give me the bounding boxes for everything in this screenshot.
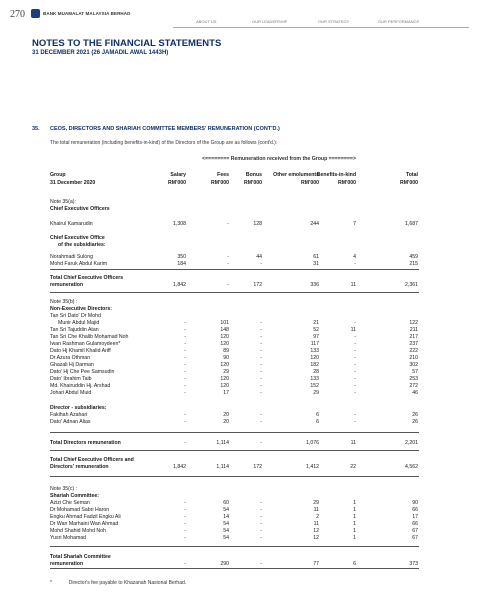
table-divider [50, 546, 419, 547]
page-title: NOTES TO THE FINANCIAL STATEMENTS [32, 38, 222, 49]
table-cell: 237 [409, 341, 418, 347]
table-cell: 11 [313, 521, 319, 527]
row-label: Khairul Kamarudin [50, 221, 93, 227]
table-cell: 20 [223, 419, 229, 425]
table-cell: 6 [316, 419, 319, 425]
table-cell: 253 [409, 376, 418, 382]
table-cell: - [260, 383, 262, 389]
table-cell: 117 [310, 341, 319, 347]
table-cell: 120 [220, 334, 229, 340]
table-divider [50, 450, 419, 451]
nav-our-leadership[interactable]: OUR LEADERSHIP [252, 19, 288, 24]
table-cell: 211 [409, 327, 418, 333]
table-cell: - [260, 341, 262, 347]
table-cell: 29 [223, 369, 229, 375]
table-cell: 89 [223, 348, 229, 354]
row-label: Norahmadi Sulong [50, 254, 93, 260]
header-cell: Group [50, 172, 66, 178]
row-label: Total Chief Executive Officers [50, 275, 124, 281]
row-label: Azizi Che Seman [50, 500, 90, 506]
table-cell: 4 [353, 254, 356, 260]
table-cell: - [260, 412, 262, 418]
page-number: 270 [10, 9, 25, 20]
table-cell: - [184, 320, 186, 326]
row-label: Tan Sri Dato' Dr Mohd [50, 313, 101, 319]
remuneration-band-header: <======== Remuneration received from the Group ========> [202, 156, 356, 162]
table-cell: - [260, 362, 262, 368]
table-cell: 11 [313, 507, 319, 513]
table-cell: 350 [177, 254, 186, 260]
row-label: Fakihah Azahari [50, 412, 88, 418]
table-cell: 54 [223, 521, 229, 527]
table-cell: 97 [313, 334, 319, 340]
table-cell: 4,562 [405, 464, 418, 470]
table-cell: 57 [412, 369, 418, 375]
table-cell: 1 [353, 535, 356, 541]
table-cell: - [184, 327, 186, 333]
table-cell: - [354, 376, 356, 382]
row-label: Engku Ahmad Fadzil Engku Ali [50, 514, 121, 520]
row-label: remuneration [50, 561, 84, 567]
row-label: Dato' Hj Che Pee Samsudin [50, 369, 115, 375]
row-label: Note 35(b) : [50, 299, 78, 305]
header-divider [173, 27, 469, 28]
table-cell: 17 [223, 390, 229, 396]
table-cell: - [260, 440, 262, 446]
table-cell: - [260, 376, 262, 382]
table-cell: 172 [253, 282, 262, 288]
table-cell: 17 [412, 514, 418, 520]
table-cell: - [184, 419, 186, 425]
table-cell: 90 [412, 500, 418, 506]
table-cell: 90 [223, 355, 229, 361]
table-cell: 222 [409, 348, 418, 354]
table-cell: 26 [412, 419, 418, 425]
table-cell: - [354, 390, 356, 396]
header-cell: Other emoluments [273, 172, 319, 178]
company-name: BANK MUAMALAT MALAYSIA BERHAD [43, 11, 131, 16]
row-label: of the subsidiaries: [58, 242, 106, 248]
row-label: Chief Executive Office [50, 235, 105, 241]
header-cell: RM'000 [244, 180, 262, 186]
table-cell: 210 [409, 355, 418, 361]
table-cell: 217 [409, 334, 418, 340]
table-cell: 22 [350, 464, 356, 470]
nav-our-performance[interactable]: OUR PERFORMANCE [378, 19, 420, 24]
table-cell: - [260, 500, 262, 506]
table-cell: 1,114 [216, 464, 229, 470]
table-cell: - [227, 221, 229, 227]
table-cell: 29 [313, 390, 319, 396]
table-cell: 336 [310, 282, 319, 288]
table-cell: 244 [310, 221, 319, 227]
row-label: Iwan Rashman Gulamoydeen* [50, 341, 121, 347]
section-intro: The total remuneration (including benefits-in-kind) of the Directors of the Group are as follows (cont'd.): [50, 140, 278, 146]
row-label: remuneration [50, 282, 84, 288]
section-title: CEOS, DIRECTORS AND SHARIAH COMMITTEE MEMBERS' REMUNERATION (CONT'D.) [50, 126, 280, 132]
row-label: Johari Abdul Muid [50, 390, 92, 396]
row-label: Directors' remuneration [50, 464, 109, 470]
table-cell: 1 [353, 521, 356, 527]
table-cell: - [354, 348, 356, 354]
table-cell: 120 [220, 383, 229, 389]
table-divider [50, 476, 419, 477]
table-cell: - [184, 514, 186, 520]
table-cell: - [354, 355, 356, 361]
table-cell: - [184, 390, 186, 396]
page-subtitle: 31 DECEMBER 2021 (26 JAMADIL AWAL 1443H) [32, 50, 169, 56]
header-cell: 31 December 2020 [50, 180, 96, 186]
table-cell: 128 [253, 221, 262, 227]
table-cell: - [260, 521, 262, 527]
table-divider [50, 568, 419, 569]
table-cell: - [354, 383, 356, 389]
table-cell: 1 [353, 500, 356, 506]
table-cell: 61 [313, 254, 319, 260]
row-label: Dato Hj Khamil Khalid Ariff [50, 348, 111, 354]
table-cell: 54 [223, 507, 229, 513]
table-cell: - [260, 561, 262, 567]
table-cell: 272 [409, 383, 418, 389]
row-label: Dr Wan Marhaini Wan Ahmad [50, 521, 119, 527]
table-cell: 54 [223, 535, 229, 541]
table-cell: - [260, 355, 262, 361]
table-cell: - [184, 500, 186, 506]
row-label: Total Chief Executive Officers and [50, 457, 134, 463]
table-divider [50, 292, 419, 293]
table-cell: - [354, 261, 356, 267]
table-cell: 120 [220, 376, 229, 382]
table-cell: 67 [412, 528, 418, 534]
table-cell: - [354, 362, 356, 368]
table-cell: - [227, 261, 229, 267]
table-cell: 172 [253, 464, 262, 470]
table-cell: 133 [310, 348, 319, 354]
header-cell: Bonus [245, 172, 262, 178]
table-cell: 2 [316, 514, 319, 520]
table-cell: 54 [223, 528, 229, 534]
table-cell: - [260, 320, 262, 326]
row-label: Dato' Adnan Alias [50, 419, 91, 425]
table-cell: 133 [310, 376, 319, 382]
table-cell: - [260, 348, 262, 354]
footnote [50, 580, 186, 586]
row-label: Dr Mohamad Sabri Haron [50, 507, 110, 513]
table-cell: 6 [316, 412, 319, 418]
table-cell: 1 [353, 528, 356, 534]
page-header [0, 0, 480, 30]
table-cell: 7 [353, 221, 356, 227]
table-cell: 373 [409, 561, 418, 567]
table-cell: - [260, 261, 262, 267]
table-cell: 67 [412, 535, 418, 541]
header-cell: RM'000 [301, 180, 319, 186]
table-cell: 1,842 [173, 464, 186, 470]
row-label: Shariah Committee: [50, 493, 100, 499]
table-cell: 20 [223, 412, 229, 418]
row-label: Dr Azura Othman [50, 355, 91, 361]
table-cell: - [184, 383, 186, 389]
table-cell: - [354, 334, 356, 340]
row-label: Munir Abdul Majid [58, 320, 100, 326]
table-cell: - [184, 348, 186, 354]
header-cell: Total [405, 172, 418, 178]
row-label: Chief Executive Officers [50, 206, 110, 212]
table-cell: 44 [256, 254, 262, 260]
table-cell: - [354, 369, 356, 375]
table-cell: 1,842 [173, 282, 186, 288]
table-cell: 46 [412, 390, 418, 396]
table-cell: 120 [310, 355, 319, 361]
table-cell: - [184, 369, 186, 375]
table-cell: 2,361 [405, 282, 418, 288]
row-label: Total Directors remuneration [50, 440, 121, 446]
table-cell: - [354, 341, 356, 347]
header-cell: Fees [217, 172, 229, 178]
table-cell: 60 [223, 500, 229, 506]
row-label: Md. Khairuddin Hj. Arshad [50, 383, 111, 389]
table-cell: - [354, 419, 356, 425]
table-cell: 11 [350, 440, 356, 446]
table-cell: 184 [177, 261, 186, 267]
table-divider [50, 269, 419, 270]
table-cell: - [184, 355, 186, 361]
table-cell: 66 [412, 521, 418, 527]
row-label: Yusri Mohamad [50, 535, 87, 541]
header-cell: RM'000 [338, 180, 356, 186]
header-cell: RM'000 [400, 180, 418, 186]
row-label: Tan Sri Tajuddin Atan [50, 327, 99, 333]
section-number: 35. [32, 126, 40, 132]
row-label: Note 35(c) : [50, 486, 78, 492]
table-cell: - [260, 369, 262, 375]
header-cell: Salary [170, 172, 186, 178]
row-label: Total Shariah Committee [50, 554, 111, 560]
row-label: Mohd Shahid Mohd Noh [50, 528, 106, 534]
table-cell: 1 [353, 507, 356, 513]
table-cell: - [354, 320, 356, 326]
table-cell: - [227, 254, 229, 260]
table-cell: 1 [353, 514, 356, 520]
row-label: Note 35(a): [50, 199, 76, 205]
bank-logo-icon [31, 9, 40, 18]
table-cell: - [184, 535, 186, 541]
table-cell: 122 [409, 320, 418, 326]
table-cell: - [184, 341, 186, 347]
header-cell: RM'000 [168, 180, 186, 186]
table-cell: 12 [313, 535, 319, 541]
table-cell: 101 [220, 320, 229, 326]
table-cell: 1,687 [405, 221, 418, 227]
table-divider [50, 432, 419, 433]
table-cell: 77 [313, 561, 319, 567]
table-cell: 1,114 [216, 440, 229, 446]
table-cell: 66 [412, 507, 418, 513]
table-cell: 1,076 [306, 440, 319, 446]
table-cell: - [260, 514, 262, 520]
table-cell: 152 [310, 383, 319, 389]
table-cell: 29 [313, 500, 319, 506]
row-label: Tan Sri Che Khalib Mohamad Noh [50, 334, 129, 340]
table-cell: 302 [409, 362, 418, 368]
table-cell: 2,201 [405, 440, 418, 446]
table-cell: 120 [220, 341, 229, 347]
table-cell: 1,308 [173, 221, 186, 227]
table-cell: 21 [313, 320, 319, 326]
row-label: Dato' Ibrahim Taib [50, 376, 92, 382]
table-cell: - [184, 528, 186, 534]
header-cell: Benefits-in-kind [316, 172, 356, 178]
table-cell: - [260, 327, 262, 333]
table-cell: 215 [409, 261, 418, 267]
row-label: Ghazali Hj Darman [50, 362, 94, 368]
table-cell: 12 [313, 528, 319, 534]
table-cell: - [184, 440, 186, 446]
row-label: Mohd Faruk Abdul Karim [50, 261, 108, 267]
table-cell: 26 [412, 412, 418, 418]
footnote-text: Director's fee payable to Khazanah Nasional Berhad. [68, 580, 187, 586]
table-cell: 14 [223, 514, 229, 520]
table-cell: - [184, 412, 186, 418]
table-cell: 11 [350, 282, 356, 288]
table-cell: - [260, 419, 262, 425]
nav-about-us[interactable]: ABOUT US [196, 19, 217, 24]
table-cell: 120 [220, 362, 229, 368]
row-label: Non-Executive Directors: [50, 306, 112, 312]
row-label: Director - subsidiaries: [50, 405, 107, 411]
table-cell: 182 [310, 362, 319, 368]
table-cell: 1,412 [306, 464, 319, 470]
table-cell: 28 [313, 369, 319, 375]
table-cell: - [184, 334, 186, 340]
table-cell: 52 [313, 327, 319, 333]
table-cell: 459 [409, 254, 418, 260]
table-cell: 11 [350, 327, 356, 333]
table-cell: 6 [353, 561, 356, 567]
table-cell: - [354, 412, 356, 418]
footnote-mark: * [50, 580, 52, 586]
nav-our-strategy[interactable]: OUR STRATEGY [318, 19, 350, 24]
table-cell: - [260, 507, 262, 513]
table-cell: 31 [313, 261, 319, 267]
table-cell: - [260, 535, 262, 541]
table-cell: - [260, 528, 262, 534]
table-cell: - [184, 376, 186, 382]
table-cell: 148 [220, 327, 229, 333]
table-cell: - [260, 334, 262, 340]
table-cell: - [184, 362, 186, 368]
table-cell: - [227, 282, 229, 288]
table-cell: - [184, 561, 186, 567]
table-cell: 290 [220, 561, 229, 567]
table-cell: - [184, 521, 186, 527]
table-cell: - [184, 507, 186, 513]
table-cell: - [260, 390, 262, 396]
header-cell: RM'000 [211, 180, 229, 186]
